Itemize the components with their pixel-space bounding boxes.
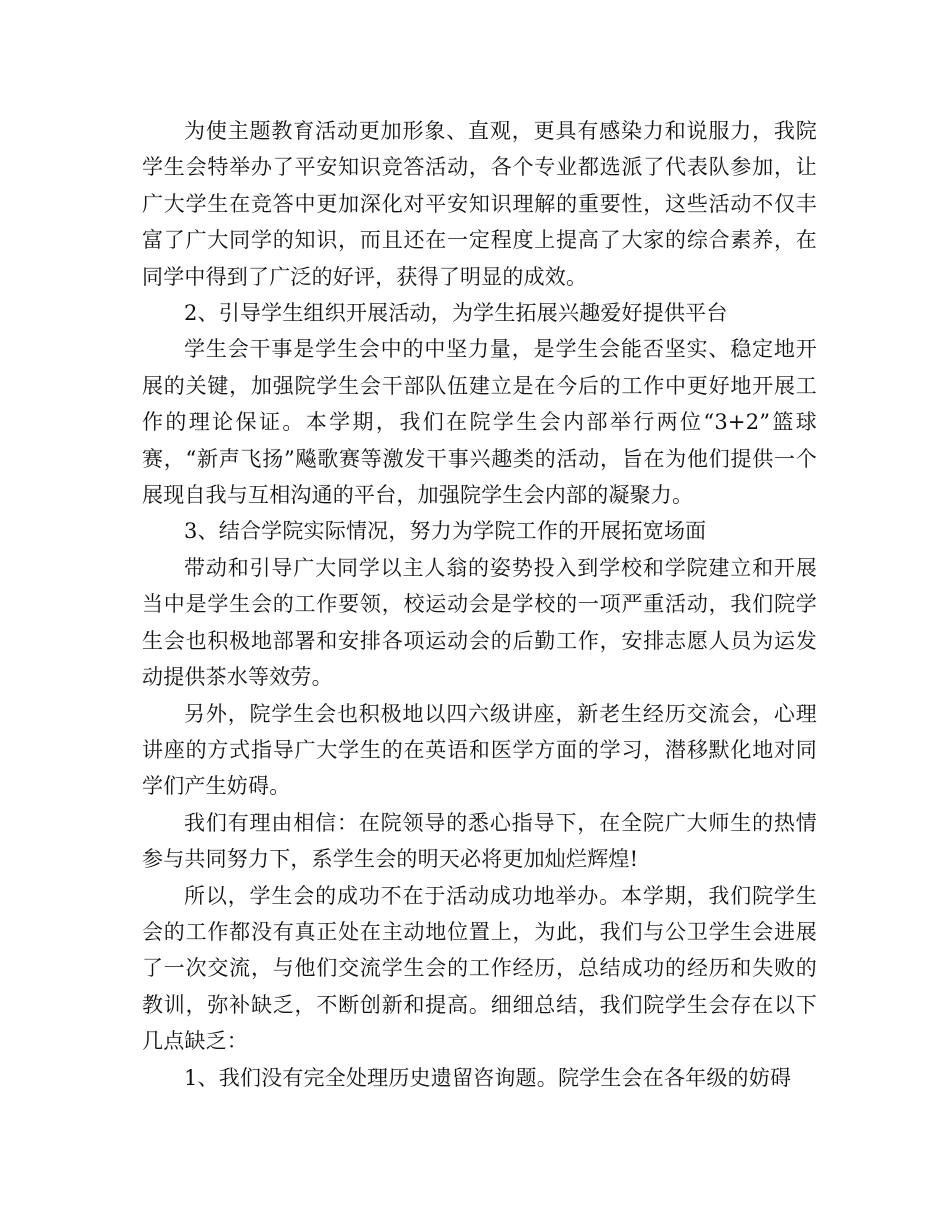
heading-guide-activities: 2、引导学生组织开展活动，为学生拓展兴趣爱好提供平台 <box>184 301 728 326</box>
paragraph-sports-meet: 带动和引导广大同学以主人翁的姿势投入到学校和学院建立和开展当中是学生会的工作要领，校运动会是学校的一项严重活动，我们院学生会也积极地部署和安排各项运动会的后勤工作，安排志愿人员为运发动提供茶水等效劳。 <box>142 555 817 690</box>
paragraph-summary: 所以，学生会的成功不在于活动成功地举办。本学期，我们院学生会的工作都没有真正处在主动地位置上，为此，我们与公卫学生会进展了一次交流，与他们交流学生会的工作经历，总结成功的经历和失败的教训，弥补缺乏，不断创新和提高。细细总结，我们院学生会存在以下几点缺乏： <box>142 883 817 1054</box>
paragraph-shortcoming-1: 1、我们没有完全处理历史遗留咨询题。院学生会在各年级的妨碍 <box>184 1065 792 1090</box>
paragraph-officers: 学生会干事是学生会中的中坚力量，是学生会能否坚实、稳定地开展的关键，加强院学生会干部队伍建立是在今后的工作中更好地开展工作的理论保证。本学期，我们在院学生会内部举行两位“3+2”篮球赛，“新声飞扬”飚歌赛等激发干事兴趣类的活动，旨在为他们提供一个展现自我与互相沟通的平台，加强院学生会内部的凝聚力。 <box>142 337 817 508</box>
heading-college-work: 3、结合学院实际情况，努力为学院工作的开展拓宽场面 <box>184 519 707 544</box>
paragraph-competition: 为使主题教育活动更加形象、直观，更具有感染力和说服力，我院学生会特举办了平安知识竞答活动，各个专业都选派了代表队参加，让广大学生在竞答中更加深化对平安知识理解的重要性，这些活动不仅丰富了广大同学的知识，而且还在一定程度上提高了大家的综合素养，在同学中得到了广泛的好评，获得了明显的成效。 <box>142 119 817 289</box>
paragraph-lectures: 另外，院学生会也积极地以四六级讲座，新老生经历交流会，心理讲座的方式指导广大学生的在英语和医学方面的学习，潜移默化地对同学们产生妨碍。 <box>142 701 817 799</box>
paragraph-belief: 我们有理由相信：在院领导的悉心指导下，在全院广大师生的热情参与共同努力下，系学生会的明天必将更加灿烂辉煌! <box>142 810 817 872</box>
document-body <box>142 113 817 1096</box>
